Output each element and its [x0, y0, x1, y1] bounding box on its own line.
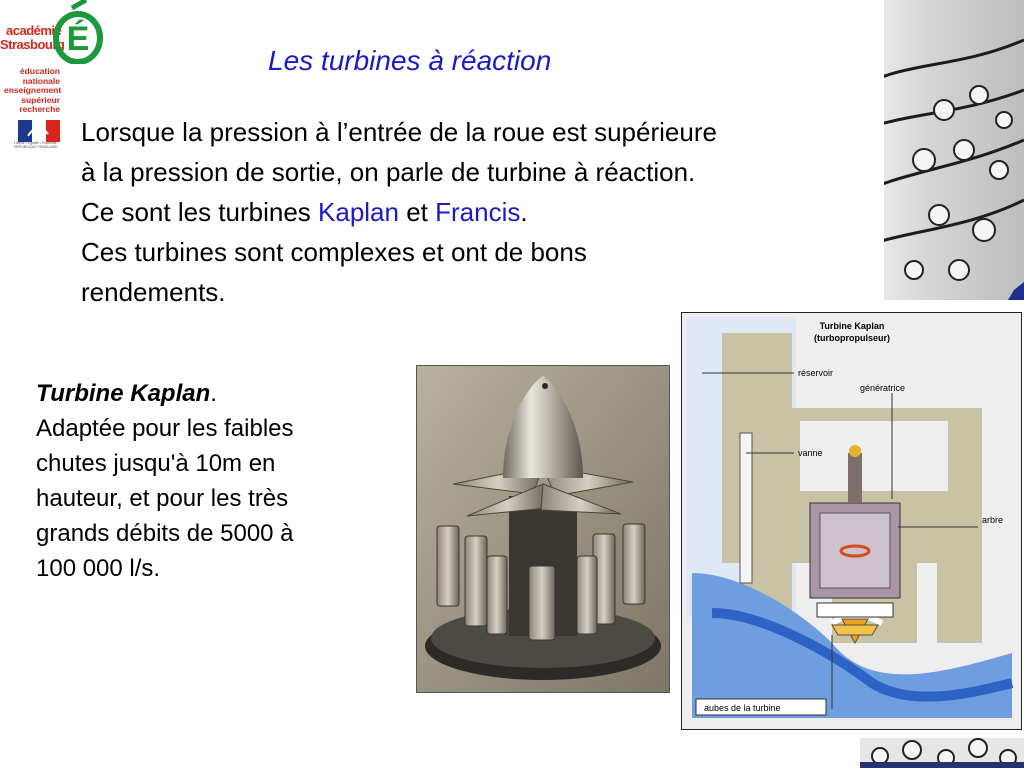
intro-line: à la pression de sortie, on parle de turbine à réaction. [81, 157, 696, 187]
label-reservoir: réservoir [798, 368, 834, 378]
kaplan-link[interactable]: Kaplan [318, 197, 399, 227]
kaplan-line: chutes jusqu'à 10m en [36, 450, 276, 477]
label-aubes: aubes de la turbine [704, 703, 781, 713]
label-arbre: arbre [982, 515, 1004, 525]
logo-academie-text: académie [6, 23, 62, 38]
logo-strasbourg-text: Strasbourg [0, 37, 65, 52]
logo-education-text: éducation nationale enseignement supérieur recherche [4, 66, 62, 114]
kaplan-diagram [681, 312, 1022, 730]
intro-line: Ce sont les turbines Kaplan et Francis. [81, 197, 528, 227]
republique-flag-icon [18, 120, 60, 142]
label-vanne: vanne [798, 448, 823, 458]
diagram-subtitle: (turbopropulseur) [814, 333, 890, 343]
kaplan-heading: Turbine Kaplan. [36, 380, 217, 407]
kaplan-line: grands débits de 5000 à [36, 520, 294, 547]
kaplan-line: hauteur, et pour les très [36, 485, 289, 512]
intro-line: rendements. [81, 277, 226, 307]
logo-e-icon [52, 0, 104, 64]
kaplan-description [36, 376, 416, 586]
slide-title: Les turbines à réaction [268, 45, 552, 76]
wave-decoration-bottom [860, 738, 1024, 768]
kaplan-line: Adaptée pour les faibles [36, 415, 294, 442]
intro-line: Lorsque la pression à l’entrée de la roue est supérieure [81, 117, 717, 147]
kaplan-turbine-photo [417, 366, 669, 692]
intro-paragraph [81, 112, 921, 312]
logo-flag-caption: Liberté • Égalité • Fraternité RÉPUBLIQUE FRANÇAISE [14, 141, 58, 149]
francis-link[interactable]: Francis [435, 197, 521, 227]
diagram-title: Turbine Kaplan [819, 321, 885, 331]
kaplan-line: 100 000 l/s. [36, 555, 161, 582]
logo-letter: É [66, 20, 90, 58]
label-generatrice: génératrice [860, 383, 906, 393]
intro-line: Ces turbines sont complexes et ont de bons [81, 237, 587, 267]
